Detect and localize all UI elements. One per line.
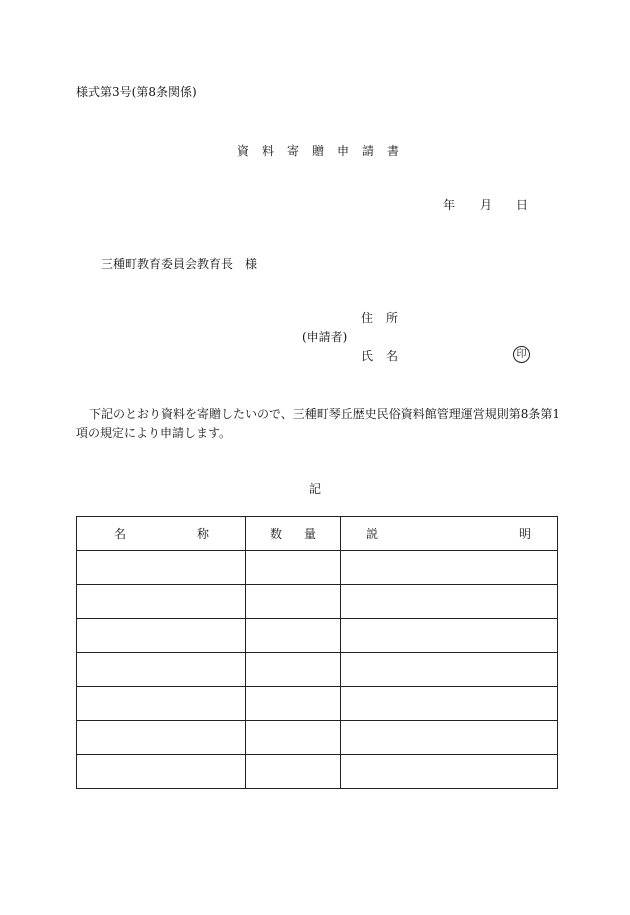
header-description-left: 説 (366, 527, 379, 541)
cell-name[interactable] (77, 585, 246, 619)
cell-description[interactable] (341, 619, 558, 653)
header-quantity (246, 517, 341, 551)
ki-heading: 記 (309, 482, 322, 496)
cell-quantity[interactable] (246, 755, 341, 789)
cell-quantity[interactable] (246, 653, 341, 687)
header-description (341, 517, 558, 551)
cell-quantity[interactable] (246, 721, 341, 755)
cell-description[interactable] (341, 653, 558, 687)
cell-name[interactable] (77, 687, 246, 721)
table-row (77, 687, 558, 721)
table-row (77, 619, 558, 653)
body-text-line-1: 下記のとおり資料を寄贈したいので、三種町琴丘歴史民俗資料館管理運営規則第8条第1 (89, 407, 561, 421)
cell-name[interactable] (77, 551, 246, 585)
table-row (77, 653, 558, 687)
name-label: 氏名 (361, 349, 412, 363)
cell-description[interactable] (341, 551, 558, 585)
cell-description[interactable] (341, 585, 558, 619)
document-title: 資料寄贈申請書 (237, 144, 413, 158)
table-row (77, 755, 558, 789)
table-row (77, 585, 558, 619)
addressee: 三種町教育委員会教育長 様 (101, 257, 258, 271)
items-table (76, 516, 558, 789)
cell-quantity[interactable] (246, 551, 341, 585)
header-name (77, 517, 246, 551)
header-description-right: 明 (518, 527, 531, 541)
table-header-row (77, 517, 558, 551)
header-name-left: 名 (114, 527, 127, 541)
form-number: 様式第3号(第8条関係) (76, 85, 197, 99)
header-quantity-right: 量 (303, 527, 316, 541)
address-label: 住所 (361, 311, 412, 325)
cell-description[interactable] (341, 755, 558, 789)
date-day-label: 日 (516, 198, 529, 212)
date-year-label: 年 (443, 198, 456, 212)
cell-name[interactable] (77, 721, 246, 755)
cell-description[interactable] (341, 687, 558, 721)
header-name-right: 称 (196, 527, 209, 541)
cell-quantity[interactable] (246, 687, 341, 721)
cell-quantity[interactable] (246, 585, 341, 619)
cell-name[interactable] (77, 755, 246, 789)
cell-quantity[interactable] (246, 619, 341, 653)
cell-description[interactable] (341, 721, 558, 755)
date-month-label: 月 (480, 198, 493, 212)
cell-name[interactable] (77, 653, 246, 687)
header-quantity-left: 数 (270, 527, 283, 541)
table-row (77, 551, 558, 585)
body-text-line-2: 項の規定により申請します。 (76, 426, 232, 440)
table-row (77, 721, 558, 755)
applicant-label: (申請者) (302, 330, 348, 344)
seal-mark: 印 (513, 346, 530, 363)
cell-name[interactable] (77, 619, 246, 653)
